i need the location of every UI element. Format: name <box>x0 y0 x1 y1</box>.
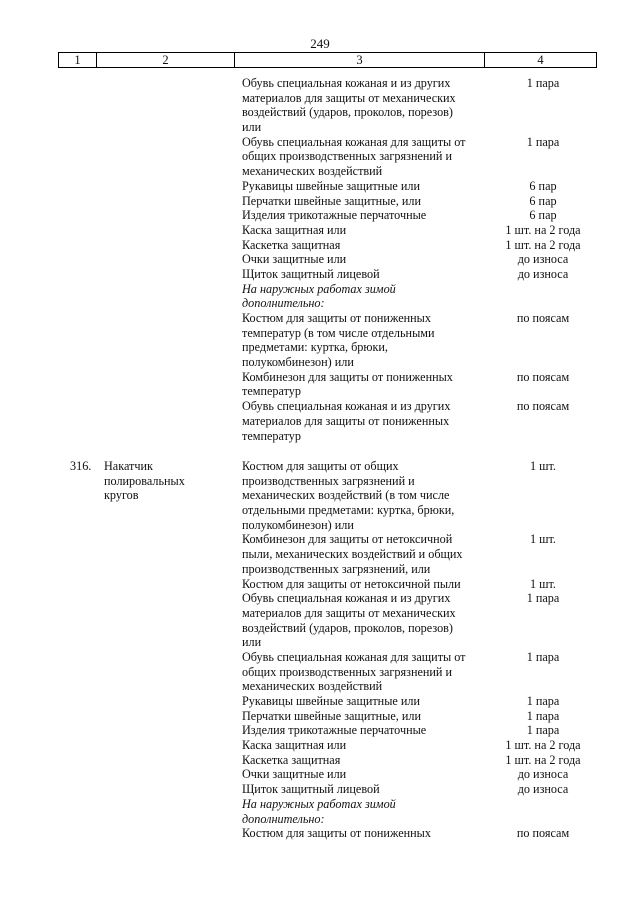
item-quantity: до износа <box>517 782 569 797</box>
item-quantity: 1 пара <box>526 708 560 723</box>
column-header-4: 4 <box>485 53 597 68</box>
item-description: воздействий (ударов, проколов, порезов) <box>242 105 453 120</box>
item-description: материалов для защиты от механических <box>242 90 456 105</box>
table-row <box>0 488 640 503</box>
item-description: Щиток защитный лицевой <box>242 782 380 797</box>
item-quantity: 1 пара <box>526 76 560 90</box>
column-header-table <box>58 52 597 68</box>
table-row <box>0 782 640 797</box>
table-row <box>0 650 640 665</box>
item-description: механических воздействий <box>242 164 383 179</box>
profession-name: полировальных <box>104 473 185 488</box>
profession-name: Накатчик <box>104 459 153 473</box>
item-quantity: 1 шт. на 2 года <box>505 752 581 767</box>
item-quantity: 6 пар <box>529 193 557 208</box>
table-row <box>0 532 640 547</box>
table-row <box>0 120 640 135</box>
table-row <box>0 194 640 209</box>
table-row <box>0 105 640 120</box>
table-row <box>0 738 640 753</box>
item-description: производственных загрязнений и <box>242 473 415 488</box>
table-row <box>0 164 640 179</box>
item-quantity: 1 шт. <box>530 459 556 473</box>
table-row <box>0 223 640 238</box>
table-row <box>0 694 640 709</box>
table-row <box>0 723 640 738</box>
item-description: воздействий (ударов, проколов, порезов) <box>242 620 453 635</box>
item-description: температур (в том числе отдельными <box>242 325 435 340</box>
table-row <box>0 252 640 267</box>
table-row <box>0 547 640 562</box>
table-row <box>0 135 640 150</box>
column-header-2: 2 <box>97 53 235 68</box>
item-description: На наружных работах зимой <box>242 796 396 811</box>
item-quantity: 1 шт. на 2 года <box>505 237 581 252</box>
item-quantity: 1 пара <box>526 649 560 664</box>
table-row <box>0 797 640 812</box>
table-row <box>0 474 640 489</box>
item-description: механических воздействий <box>242 679 383 694</box>
table-row <box>0 267 640 282</box>
table-row <box>0 179 640 194</box>
item-description: предметами: куртка, брюки, <box>242 340 388 355</box>
table-row <box>0 518 640 533</box>
table-row <box>0 606 640 621</box>
item-description: Щиток защитный лицевой <box>242 266 380 281</box>
item-quantity: до износа <box>517 266 569 281</box>
table-row <box>0 503 640 518</box>
item-description: пыли, механических воздействий и общих <box>242 547 463 562</box>
entry-number: 316. <box>70 459 92 473</box>
table-row <box>0 149 640 164</box>
item-description: отдельными предметами: куртка, брюки, <box>242 503 455 518</box>
item-description: Перчатки швейные защитные, или <box>242 708 422 723</box>
table-row <box>0 635 640 650</box>
item-description: температур <box>242 384 301 399</box>
item-quantity: 1 пара <box>526 723 560 738</box>
item-quantity: 6 пар <box>529 178 557 193</box>
column-header-3: 3 <box>235 53 485 68</box>
item-quantity: 1 шт. на 2 года <box>505 222 581 237</box>
table-row <box>0 311 640 326</box>
entry-section <box>0 459 640 841</box>
item-description: Комбинезон для защиты от нетоксичной <box>242 532 453 547</box>
table-row <box>0 370 640 385</box>
item-description: механических воздействий (в том числе <box>242 488 450 503</box>
item-quantity: по поясам <box>516 311 570 325</box>
item-quantity: 1 шт. <box>530 532 556 547</box>
item-quantity: 1 пара <box>526 694 560 708</box>
item-description: Костюм для защиты от нетоксичной пыли <box>242 576 461 591</box>
item-description: температур <box>242 428 301 443</box>
item-description: Рукавицы швейные защитные или <box>242 178 420 193</box>
item-description: Обувь специальная кожаная для защиты от <box>242 134 466 149</box>
item-description: Очки защитные или <box>242 767 347 782</box>
item-description: материалов для защиты от пониженных <box>242 413 450 428</box>
item-description: Обувь специальная кожаная и из других <box>242 399 451 414</box>
table-row <box>0 76 640 91</box>
item-description: Каскетка защитная <box>242 752 341 767</box>
item-description: или <box>242 635 262 650</box>
item-quantity: до износа <box>517 767 569 782</box>
item-description: Комбинезон для защиты от пониженных <box>242 369 453 384</box>
item-description: Костюм для защиты от общих <box>242 459 399 473</box>
page-number: 249 <box>310 36 330 51</box>
table-row <box>0 621 640 636</box>
table-row <box>0 326 640 341</box>
table-row <box>0 591 640 606</box>
table-row <box>0 91 640 106</box>
item-description: или <box>242 120 262 135</box>
table-row <box>0 238 640 253</box>
table-row <box>0 679 640 694</box>
item-description: полукомбинезон) или <box>242 355 354 370</box>
item-quantity: 1 шт. <box>530 576 556 591</box>
item-description: полукомбинезон) или <box>242 517 354 532</box>
item-quantity: по поясам <box>516 399 570 414</box>
table-row <box>0 753 640 768</box>
table-row <box>0 826 640 841</box>
column-header-1: 1 <box>59 53 97 68</box>
item-description: общих производственных загрязнений и <box>242 149 453 164</box>
item-description: общих производственных загрязнений и <box>242 664 453 679</box>
item-quantity: по поясам <box>516 826 570 841</box>
item-description: Очки защитные или <box>242 252 347 267</box>
table-row <box>0 665 640 680</box>
item-quantity: 1 пара <box>526 134 560 149</box>
item-description: производственных загрязнений, или <box>242 561 431 576</box>
table-row <box>0 812 640 827</box>
item-description: Обувь специальная кожаная и из других <box>242 591 451 606</box>
item-quantity: 1 пара <box>526 591 560 606</box>
item-description: Перчатки швейные защитные, или <box>242 193 422 208</box>
item-description: дополнительно: <box>242 811 325 826</box>
table-row <box>0 282 640 297</box>
item-description: Каскетка защитная <box>242 237 341 252</box>
column-header-row <box>59 53 597 68</box>
item-description: материалов для защиты от механических <box>242 605 456 620</box>
item-description: На наружных работах зимой <box>242 281 396 296</box>
item-description: Обувь специальная кожаная для защиты от <box>242 649 466 664</box>
table-row <box>0 767 640 782</box>
item-description: Изделия трикотажные перчаточные <box>242 723 427 738</box>
item-description: Каска защитная или <box>242 738 347 753</box>
profession-name: кругов <box>104 488 139 503</box>
entry-section <box>0 76 640 443</box>
table-row <box>0 414 640 429</box>
item-description: дополнительно: <box>242 296 325 311</box>
item-description: Рукавицы швейные защитные или <box>242 694 420 708</box>
table-row <box>0 208 640 223</box>
item-quantity: 6 пар <box>529 208 557 223</box>
table-row <box>0 384 640 399</box>
table-row <box>0 340 640 355</box>
item-quantity: 1 шт. на 2 года <box>505 738 581 753</box>
table-row <box>0 399 640 414</box>
table-row <box>0 709 640 724</box>
item-quantity: до износа <box>517 252 569 267</box>
item-description: Костюм для защиты от пониженных <box>242 311 431 325</box>
table-row <box>0 355 640 370</box>
item-description: Каска защитная или <box>242 222 347 237</box>
item-description: Обувь специальная кожаная и из других <box>242 76 451 90</box>
item-description: Изделия трикотажные перчаточные <box>242 208 427 223</box>
table-row <box>0 459 640 474</box>
table-row <box>0 296 640 311</box>
table-row <box>0 429 640 444</box>
item-quantity: по поясам <box>516 369 570 384</box>
table-row <box>0 562 640 577</box>
table-row <box>0 577 640 592</box>
item-description: Костюм для защиты от пониженных <box>242 826 431 841</box>
